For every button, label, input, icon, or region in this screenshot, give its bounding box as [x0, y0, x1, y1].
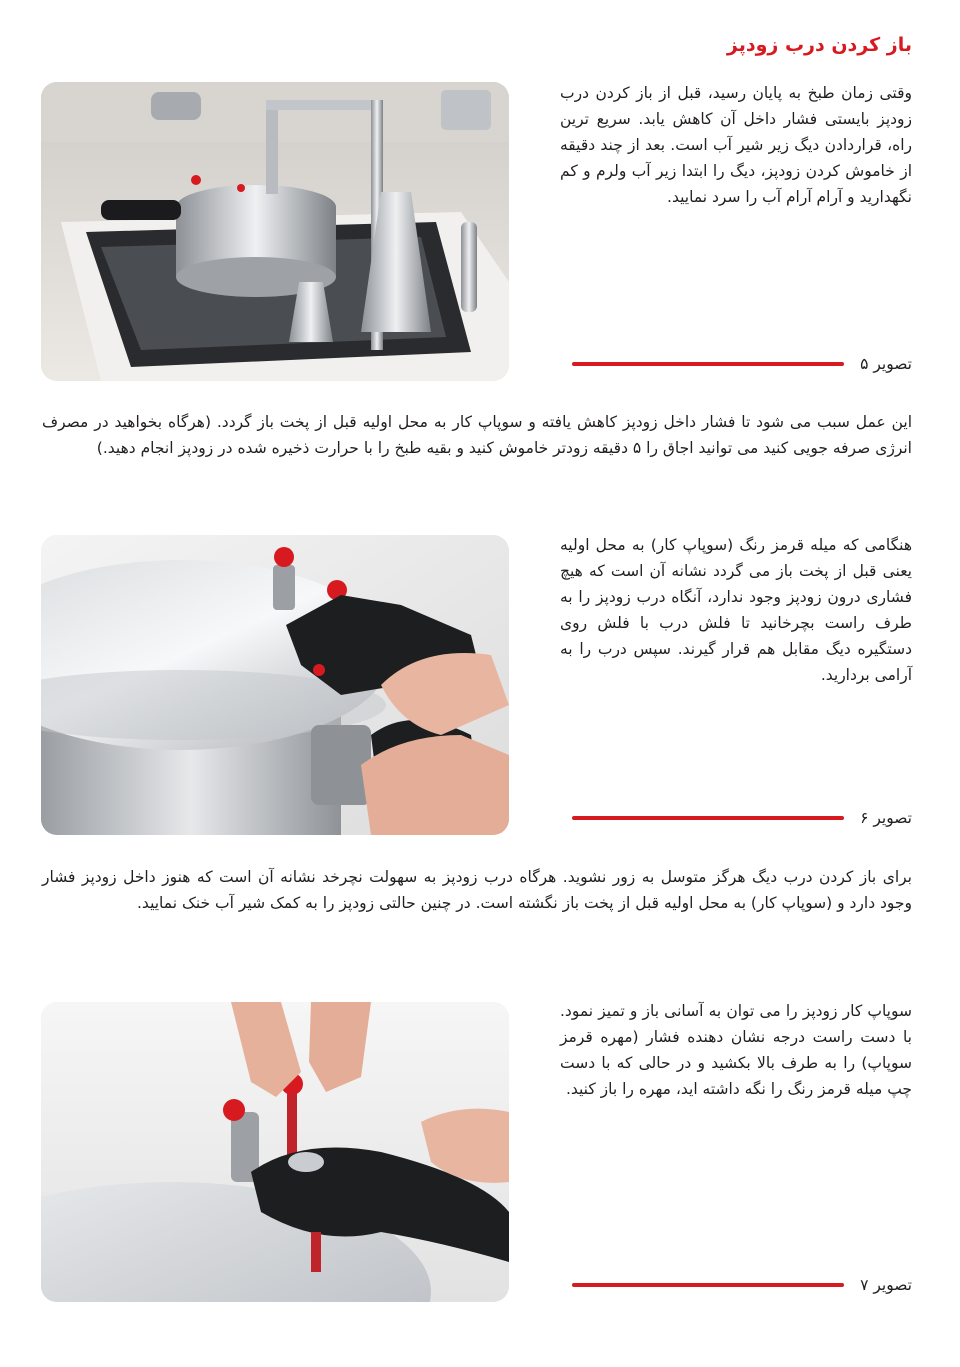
- red-divider-line: [572, 1283, 844, 1287]
- figure-6-caption-row: [572, 805, 912, 831]
- page-title: باز کردن درب زودپز: [726, 34, 912, 56]
- section-5-full-text: این عمل سبب می شود تا فشار داخل زودپز کاهش یافته و سوپاپ کار به محل اولیه قبل از پخت باز گردد. (هرگاه بخواهید در مصرف انرژی صرفه جویی کنید می توانید اجاق را ۵ دقیقه زودتر خاموش کنید و بقیه طبخ را با حرارت ذخیره شده در زودپز انجام دهید.): [42, 413, 912, 457]
- section-5-side-text: وقتی زمان طبخ به پایان رسید، قبل از باز کردن درب زودپز بایستی فشار داخل آن کاهش یابد. سریع ترین راه، قراردادن دیگ زیر شیر آب است. بعد از چند دقیقه از خاموش کردن زودپز، دیگ را ابتدا زیر آب ولرم و کم نگهدارید و آرام آرام آب را سرد نمایید.: [560, 84, 912, 206]
- photo-pressure-cooker-under-tap: [41, 82, 509, 381]
- photo-valve-removal: [41, 1002, 509, 1302]
- figure-6-caption: تصویر ۶: [860, 809, 912, 827]
- figure-5-caption: تصویر ۵: [860, 355, 912, 373]
- section-6-full-text: برای باز کردن درب دیگ هرگز متوسل به زور نشوید. هرگاه درب زودپز به سهولت نچرخد نشانه آن است که هنوز داخل زودپز فشار وجود دارد و (سوپاپ کار) به محل اولیه قبل از پخت باز نگشته است. در چنین حالتی زودپز را به کمک شیر آب خنک نمایید.: [42, 868, 912, 912]
- figure-7-caption: تصویر ۷: [860, 1276, 912, 1294]
- red-divider-line: [572, 816, 844, 820]
- photo-lid-rotation: [41, 535, 509, 835]
- section-6-side-text: هنگامی که میله قرمز رنگ (سوپاپ کار) به محل اولیه یعنی قبل از پخت باز می گردد نشانه آن است که هیچ فشاری درون زودپز وجود ندارد، آنگاه درب زودپز را به طرف راست بچرخانید تا فلش درب با فلش روی دستگیره دیگ مقابل هم قرار گیرند. سپس درب را به آرامی بردارید.: [560, 536, 912, 684]
- section-7-side-text: سوپاپ کار زودپز را می توان به آسانی باز و تمیز نمود. با دست راست درجه نشان دهنده فشار (مهره قرمز سوپاپ) را به طرف بالا بکشید و در حالی که با دست چپ میله قرمز رنگ را نگه داشته اید، مهره را باز کنید.: [560, 1002, 912, 1098]
- red-divider-line: [572, 362, 844, 366]
- figure-5-caption-row: [572, 351, 912, 377]
- figure-7-caption-row: [572, 1272, 912, 1298]
